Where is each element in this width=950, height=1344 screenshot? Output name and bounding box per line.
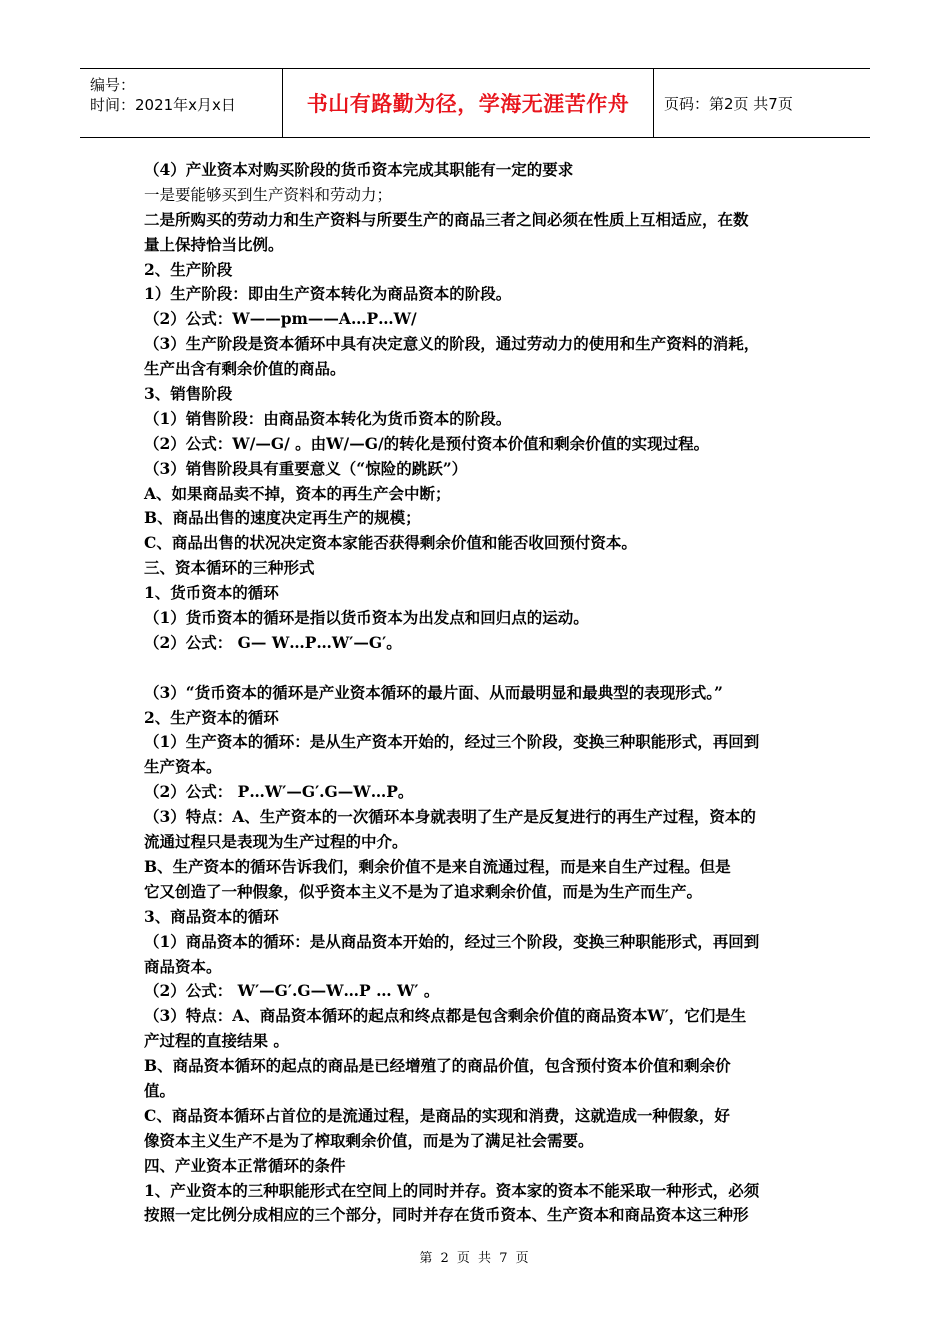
- text-line: （2）公式： G— W…P…W′—G′。: [144, 632, 402, 652]
- text-line: （1）生产资本的循环：是从生产资本开始的，经过三个阶段，变换三种职能形式，再回到: [144, 732, 760, 752]
- header-page-info: 页码：第2页 共7页: [664, 94, 793, 113]
- text-line: C、商品资本循环占首位的是流通过程，是商品的实现和消费，这就造成一种假象，好: [144, 1105, 730, 1125]
- time-label: 时间：2021年x月x日: [90, 96, 236, 114]
- text-line: 生产出含有剩余价值的商品。: [144, 359, 346, 379]
- document-body: [144, 158, 809, 1228]
- page-header: [80, 68, 870, 138]
- text-line: 3、商品资本的循环: [144, 906, 279, 926]
- text-line: （1）货币资本的循环是指以货币资本为出发点和回归点的运动。: [144, 608, 589, 628]
- text-line: （4）产业资本对购买阶段的货币资本完成其职能有一定的要求: [144, 160, 574, 179]
- text-line: （2）公式： P…W′—G′.G—W…P。: [144, 782, 414, 802]
- text-line: 1）生产阶段：即由生产资本转化为商品资本的阶段。: [144, 284, 512, 304]
- text-line: 商品资本。: [144, 956, 222, 976]
- text-line: 2、生产资本的循环: [144, 707, 279, 727]
- text-line: （3）销售阶段具有重要意义（“惊险的跳跃”）: [144, 458, 468, 478]
- text-line: 三、资本循环的三种形式: [144, 558, 315, 578]
- text-line: [144, 656, 809, 681]
- text-line: A、如果商品卖不掉，资本的再生产会中断；: [144, 483, 451, 503]
- text-line: （1）销售阶段：由商品资本转化为货币资本的阶段。: [144, 408, 512, 428]
- text-line: 二是所购买的劳动力和生产资料与所要生产的商品三者之间必须在性质上互相适应，在数: [144, 209, 749, 229]
- text-line: B、商品资本循环的起点的商品是已经增殖了的商品价值，包含预付资本价值和剩余价: [144, 1056, 731, 1076]
- text-line: 一是要能够买到生产资料和劳动力；: [144, 185, 393, 204]
- text-line: （3）特点：A、生产资本的一次循环本身就表明了生产是反复进行的再生产过程，资本的: [144, 807, 756, 827]
- text-line: （2）公式： W′—G′.G—W…P … W′ 。: [144, 981, 440, 1001]
- text-line: 2、生产阶段: [144, 259, 233, 279]
- header-meta: [80, 69, 282, 137]
- text-line: 四、产业资本正常循环的条件: [144, 1155, 346, 1175]
- text-line: C、商品出售的状况决定资本家能否获得剩余价值和能否收回预付资本。: [144, 533, 637, 553]
- text-line: 1、货币资本的循环: [144, 583, 279, 603]
- text-line: 1、产业资本的三种职能形式在空间上的同时并存。资本家的资本不能采取一种形式，必须: [144, 1180, 760, 1200]
- text-line: 3、销售阶段: [144, 384, 233, 404]
- text-line: 像资本主义生产不是为了榨取剩余价值，而是为了满足社会需要。: [144, 1130, 594, 1150]
- text-line: 流通过程只是表现为生产过程的中介。: [144, 832, 408, 852]
- text-line: （1）商品资本的循环：是从商品资本开始的，经过三个阶段，变换三种职能形式，再回到: [144, 931, 760, 951]
- text-line: 生产资本。: [144, 757, 222, 777]
- number-label: 编号：: [90, 76, 136, 94]
- text-line: （3）特点：A、商品资本循环的起点和终点都是包含剩余价值的商品资本W′，它们是生: [144, 1006, 747, 1026]
- text-line: （2）公式：W/—G/ 。由W/—G/的转化是预付资本价值和剩余价值的实现过程。: [144, 433, 710, 453]
- text-line: 它又创造了一种假象，似乎资本主义不是为了追求剩余价值，而是为生产而生产。: [144, 881, 703, 901]
- page-footer: 第 2 页 共 7 页: [419, 1251, 531, 1266]
- text-line: 产过程的直接结果 。: [144, 1031, 289, 1051]
- text-line: 值。: [144, 1080, 176, 1100]
- text-line: 按照一定比例分成相应的三个部分，同时并存在货币资本、生产资本和商品资本这三种形: [144, 1205, 749, 1225]
- text-line: 量上保持恰当比例。: [144, 234, 284, 254]
- text-line: B、生产资本的循环告诉我们，剩余价值不是来自流通过程，而是来自生产过程。但是: [144, 856, 731, 876]
- text-line: B、商品出售的速度决定再生产的规模；: [144, 508, 421, 528]
- header-motto: 书山有路勤为径，学海无涯苦作舟: [282, 69, 654, 137]
- text-line: （2）公式：W——pm——A…P…W/: [144, 309, 417, 329]
- text-line: （3）生产阶段是资本循环中具有决定意义的阶段，通过劳动力的使用和生产资料的消耗，: [144, 334, 760, 354]
- text-line: （3）“货币资本的循环是产业资本循环的最片面、从而最明显和最典型的表现形式。”: [144, 682, 723, 702]
